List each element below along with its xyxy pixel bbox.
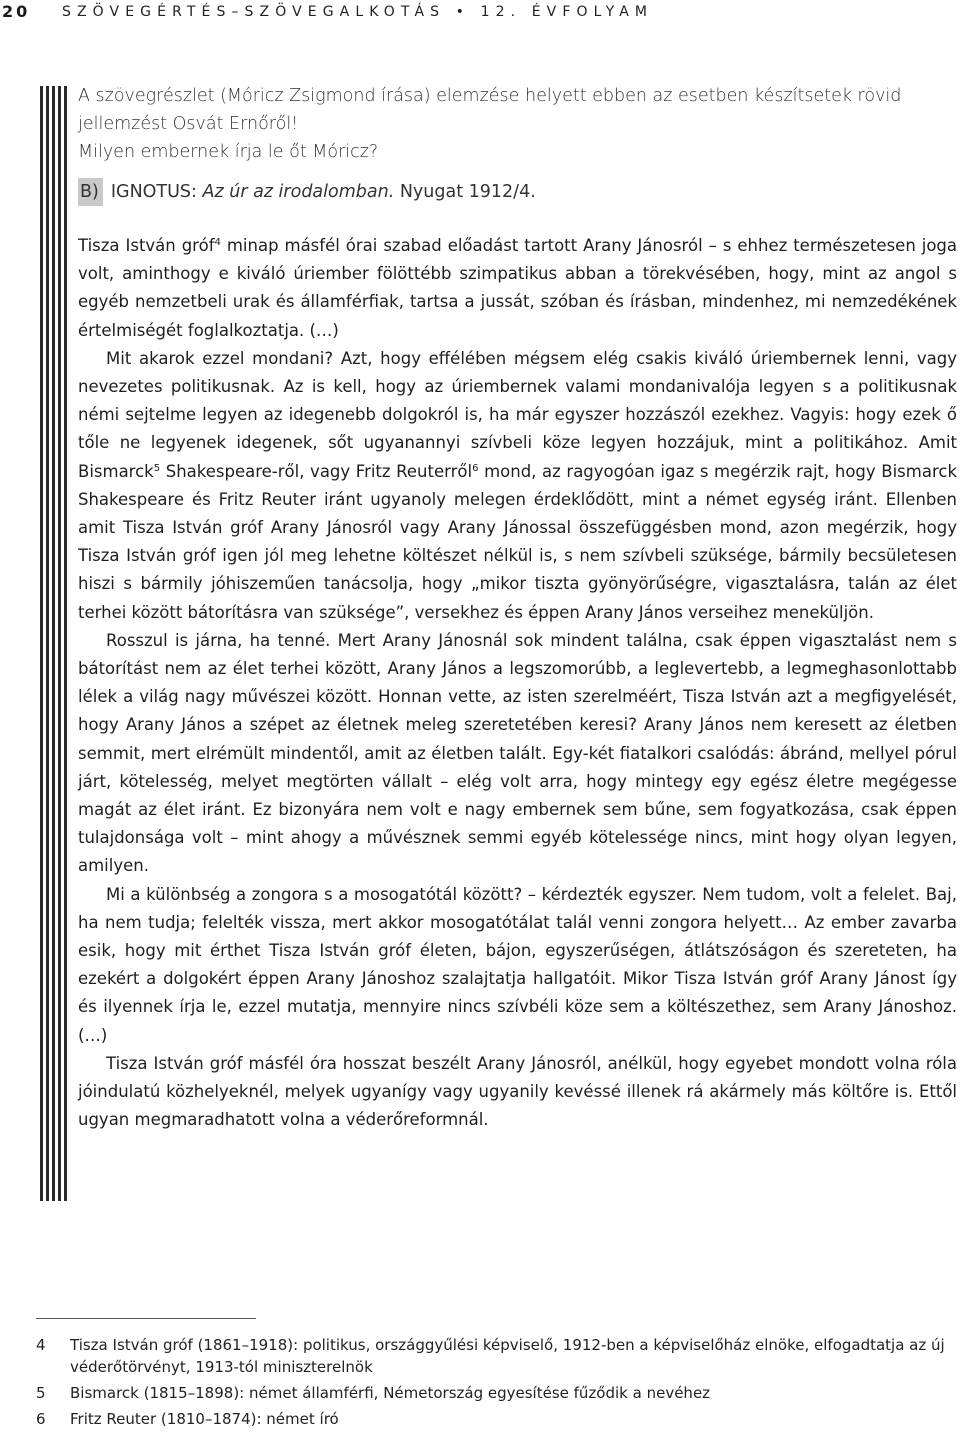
- source-author: IGNOTUS:: [110, 182, 197, 202]
- footnote-text: Fritz Reuter (1810–1874): német író: [70, 1410, 339, 1428]
- source-line: [78, 178, 957, 206]
- footnote-ref: 5: [153, 462, 161, 474]
- footnote-number: 4: [36, 1336, 46, 1354]
- footnote-number: 5: [36, 1384, 46, 1402]
- text-run: mond, az ragyogóan igaz s megérzik rajt, hogy Bismarck Shakespeare és Fritz Reuter iránt ugyanoly melegen érdeklődött, mint a német egység iránt. Ellenben amit Tisza István gróf Arany Jánosról vagy Arany Jánossal összefüggésben mond, azon megérzik, hogy Tisza István gróf igen jól meg lehetne költészet nélkül is, s nem szívbeli szüksége, bármily becsületesen hiszi s bármily jóhiszeműen tanácsolja, hogy „mikor tiszta gyönyörűségre, vigasztalásra, talán az élet terhei között bátorításra van szüksége”, versekhez és éppen Arany János verseihez meneküljön.: [78, 461, 957, 622]
- task-instruction: A szövegrészlet (Móricz Zsigmond írása) elemzése helyett ebben az esetben készítsetek rövid jellemzést Osvát Ernőről!: [78, 86, 902, 134]
- margin-bar: [58, 86, 61, 1201]
- margin-bar: [40, 86, 43, 1201]
- margin-bar: [46, 86, 49, 1201]
- running-title: SZÖVEGÉRTÉS–SZÖVEGALKOTÁS • 12. ÉVFOLYAM: [62, 4, 654, 20]
- excerpt-text: [78, 232, 957, 1135]
- paragraph: Mi a különbség a zongora s a mosogatótál között? – kérdezték egyszer. Nem tudom, volt a felelet. Baj, ha nem tudja; felelték vissza, mert akkor mosogatótálat talál venni zongora helyett… Az ember zavarba esik, hogy mit érthet Tisza István gróf életen, bájon, egyszerűségen, átlátszóságon és szereteten, ha ezekért a dolgokért éppen Arany Jánoshoz szalajtatja hallgatóit. Mikor Tisza István gróf Arany Jánost így és ilyennek írja le, ezzel mutatja, mennyire nincs szívbéli köze sem a költészethez, sem Arany Jánoshoz. (…): [78, 884, 957, 1045]
- main-content: [78, 82, 957, 1135]
- paragraph: [78, 345, 957, 627]
- text-run: Mit akarok ezzel mondani? Azt, hogy effélében mégsem elég csakis kiváló úriembernek lenni, vagy nevezetes politikusnak. Az is kell, hogy az úriembernek valami mondanivalója legyen s a politikusnak némi sejtelme legyen az idegenebb dolgokról is, ha már egyszer hozzászól ezekhez. Vagyis: hogy ezek ő tőle ne legyenek idegenek, sőt ugyanannyi szívbeli köze legyen hozzájuk, mint a politikához. Amit Bismarck: [78, 348, 957, 481]
- footnote-ref: 4: [214, 237, 221, 248]
- section-label: B): [78, 178, 103, 206]
- text-run: minap másfél órai szabad előadást tartott Arany Jánosról – s ehhez természetesen joga volt, aminthogy e kiváló úriember fölöttébb szimpatikus abban a törekvésében, hogy, mint az angol s egyéb nemzetbeli urak és államférfiak, tartsa a jussát, szóban és írásban, mindenhez, mi nemzedékének értelmiségét foglalkoztatja. (…): [78, 236, 958, 340]
- margin-bars-decoration: [40, 86, 70, 1201]
- margin-bar: [52, 86, 55, 1201]
- footnote-ref: 6: [472, 462, 479, 474]
- source-title: Az úr az irodalomban.: [202, 182, 395, 202]
- paragraph: Rosszul is járna, ha tenné. Mert Arany Jánosnál sok mindent találna, csak éppen vigasztalást nem s bátorítást nem az élet terhei között, Arany János a legszomorúbb, a leglevertebb, a legmeghasonlottabb lélek a világ nagy művészei között. Honnan vette, az isten szerelméért, Tisza István azt a megfigyelését, hogy Arany János a szépet az életnek meleg szeretetében keresi? Arany János nem keresett az életben semmit, mert elrémült mindentől, amit az életben talált. Egy-két fiatalkori csalódás: ábránd, mellyel pórul járt, kötelesség, melyet megtörten vállalt – elég volt arra, hogy mintegy egy egész életre megégesse magát az élet iránt. Ez bizonyára nem volt e nagy embernek sem bűne, sem fogyatkozása, csak éppen tulajdonsága volt – mint ahogy a művésznek semmi egyéb kötelessége nincs, mint hogy olyan legyen, amilyen.: [78, 630, 957, 876]
- footnote: [36, 1334, 958, 1378]
- text-run: Shakespeare-ről, vagy Fritz Reuterről: [160, 461, 473, 481]
- page-number: 20: [2, 2, 31, 21]
- page-header: [0, 0, 960, 28]
- margin-bar: [64, 86, 67, 1201]
- source-publication: Nyugat 1912/4.: [399, 182, 536, 202]
- text-run: Tisza István gróf: [78, 236, 215, 255]
- paragraph: Tisza István gróf másfél óra hosszat beszélt Arany Jánosról, anélkül, hogy egyebet mondott volna róla jóindulatú közhelyeknél, melyek ugyanígy vagy ugyanily kevéssé illenek rá akármely más költőre is. Ettől ugyan megmaradhatott volna a véderőreformnál.: [78, 1053, 957, 1130]
- footnotes: [36, 1334, 958, 1434]
- footnote-text: Bismarck (1815–1898): német államférfi, Németország egyesítése fűződik a nevéhez: [70, 1384, 711, 1402]
- footnote: [36, 1382, 958, 1404]
- paragraph: [78, 232, 957, 345]
- footnote-text: Tisza István gróf (1861–1918): politikus, országgyűlési képviselő, 1912-ben a képviselőház elnöke, elfogadtatja az új véderőtörvényt, 1913-tól miniszterelnök: [70, 1336, 945, 1376]
- task-intro: [78, 82, 957, 166]
- footnote: [36, 1408, 958, 1430]
- footnote-number: 6: [36, 1410, 46, 1428]
- footnote-divider: [36, 1318, 256, 1319]
- task-question: Milyen embernek írja le őt Móricz?: [78, 142, 379, 162]
